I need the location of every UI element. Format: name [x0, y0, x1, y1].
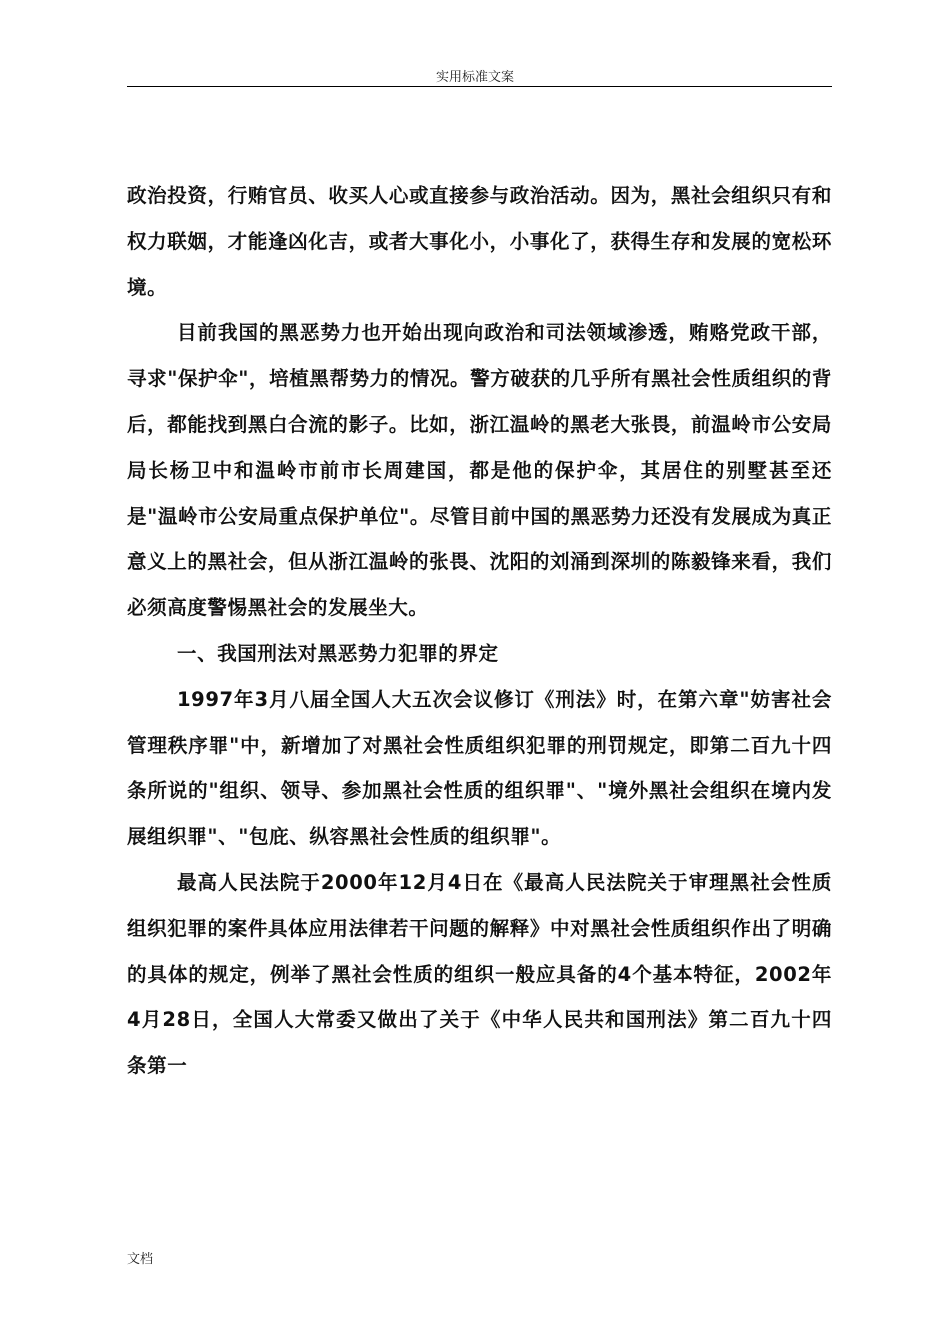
header-divider	[127, 86, 832, 87]
body-paragraph-3: 1997年3月八届全国人大五次会议修订《刑法》时，在第六章"妨害社会管理秩序罪"中，新增加了对黑社会性质组织犯罪的刑罚规定，即第二百九十四条所说的"组织、领导、参加黑社会性质的组织罪"、"境外黑社会组织在境内发展组织罪"、"包庇、纵容黑社会性质的组织罪"。	[127, 687, 832, 849]
page-footer-label: 文档	[127, 1252, 154, 1267]
body-paragraph-4: 最高人民法院于2000年12月4日在《最高人民法院关于审理黑社会性质组织犯罪的案件具体应用法律若干问题的解释》中对黑社会性质组织作出了明确的具体的规定，例举了黑社会性质的组织一般应具备的4个基本特征，2002年4月28日，全国人大常委又做出了关于《中华人民共和国刑法》第二百九十四条第一	[127, 870, 832, 1078]
document-body	[127, 173, 832, 1089]
section-heading: 一、我国刑法对黑恶势力犯罪的界定	[177, 641, 499, 665]
body-paragraph-2: 目前我国的黑恶势力也开始出现向政治和司法领域渗透，贿赂党政干部，寻求"保护伞"，培植黑帮势力的情况。警方破获的几乎所有黑社会性质组织的背后，都能找到黑白合流的影子。比如，浙江温岭的黑老大张畏，前温岭市公安局局长杨卫中和温岭市前市长周建国，都是他的保护伞，其居住的别墅甚至还是"温岭市公安局重点保护单位"。尽管目前中国的黑恶势力还没有发展成为真正意义上的黑社会，但从浙江温岭的张畏、沈阳的刘涌到深圳的陈毅锋来看，我们必须高度警惕黑社会的发展坐大。	[127, 321, 832, 620]
body-paragraph-1: 政治投资，行贿官员、收买人心或直接参与政治活动。因为，黑社会组织只有和权力联姻，才能逢凶化吉，或者大事化小，小事化了，获得生存和发展的宽松环境。	[127, 184, 832, 299]
page-header-title: 实用标准文案	[435, 70, 514, 85]
